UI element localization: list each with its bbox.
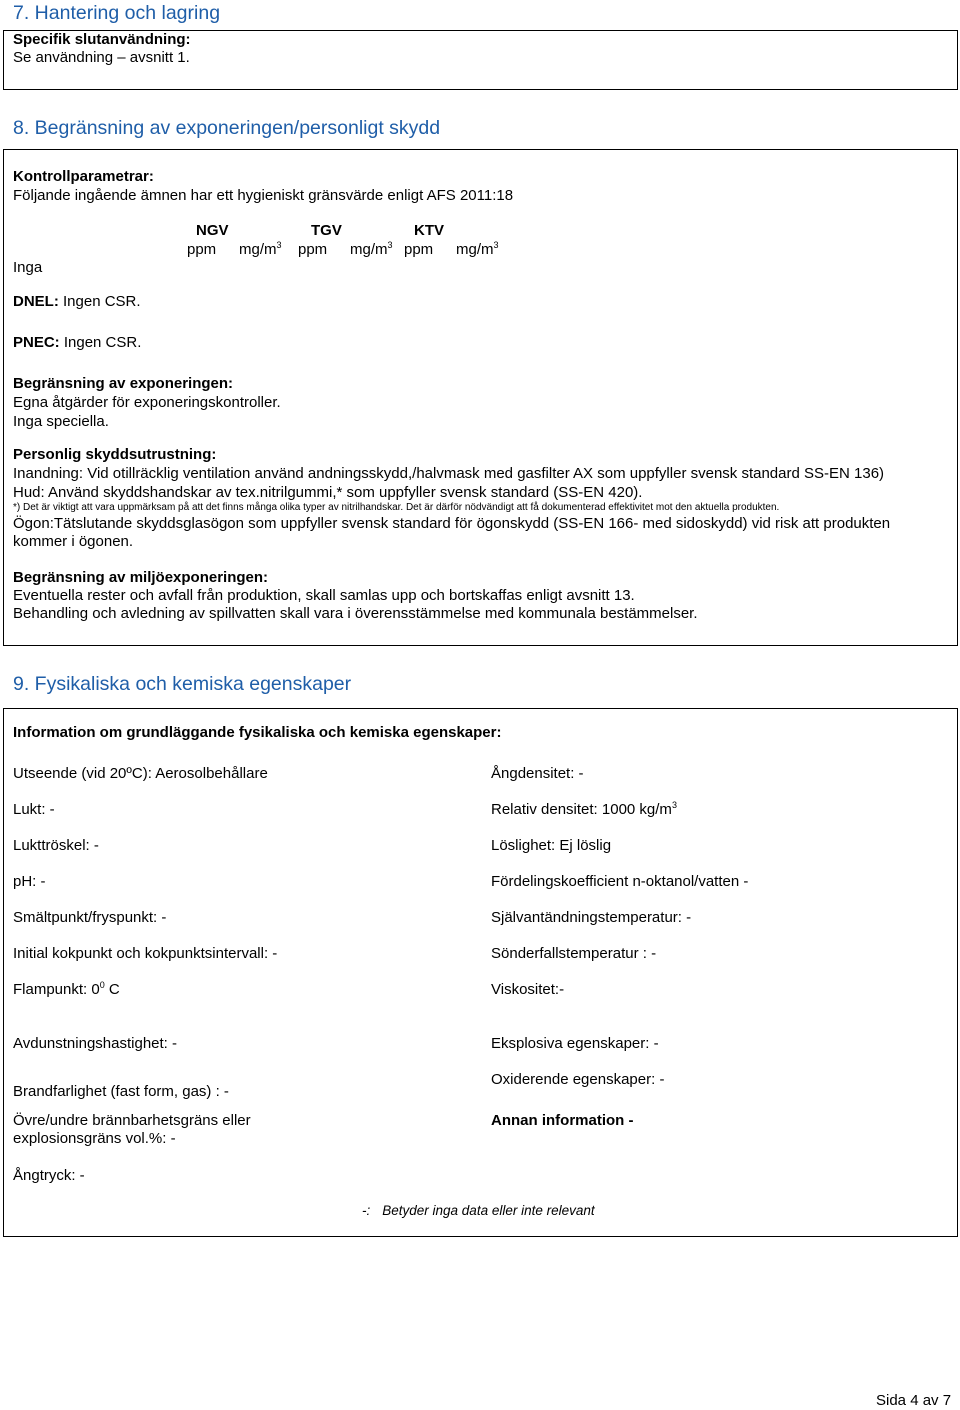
section-7-heading: 7. Hantering och lagring [13,2,221,24]
prop-solubility: Löslighet: Ej löslig [491,837,612,854]
prop-boiling-point: Initial kokpunkt och kokpunktsintervall: - [13,945,278,962]
tgv-header: TGV [311,222,342,239]
ppe-eyes: Ögon:Tätslutande skyddsglasögon som uppfyller svensk standard för ögonskydd (SS-EN 166- med sidoskydd) vid risk att produkten [13,515,891,532]
limits-row-inga: Inga [13,259,43,276]
prop-oxidizing-properties: Oxiderende egenskaper: - [491,1071,665,1088]
prop-explosive-properties: Eksplosiva egenskaper: - [491,1035,659,1052]
legend [362,1202,595,1220]
ktv-header: KTV [414,222,444,239]
control-params-text: Följande ingående ämnen har ett hygieniskt gränsvärde enligt AFS 2011:18 [13,187,514,204]
ngv-mgm: $mg/m^3$ [239,240,282,258]
other-information-label: Annan information - [491,1112,634,1129]
prop-vapour-density: Ångdensitet: - [491,765,584,782]
prop-vapour-pressure: Ångtryck: - [13,1167,85,1184]
env-exposure-label: Begränsning av miljöexponeringen: [13,569,269,586]
ngv-ppm: ppm [187,241,217,258]
ppe-eyes-cont: kommer i ögonen. [13,533,134,550]
exposure-limit-line-2: Inga speciella. [13,413,109,430]
prop-partition-coefficient: Fördelingskoefficient n-oktanol/vatten - [491,873,749,890]
prop-viscosity: Viskositet:- [491,981,565,998]
prop-explosion-limits-2: explosionsgräns vol.%: - [13,1130,176,1147]
ppe-label: Personlig skyddsutrustning: [13,446,217,463]
ppe-glove-note: *) Det är viktigt att vara uppmärksam på att det finns många olika typer av nitrilhandskar. Det är därför nödvändigt att få dokumenterad effektivitet mot den aktuella produkten. [13,502,780,513]
prop-melting-point: Smältpunkt/fryspunkt: - [13,909,167,926]
ppe-skin: Hud: Använd skyddshandskar av tex.nitrilgummi,* som uppfyller svensk standard (SS-EN 420). [13,484,643,501]
exposure-limit-label: Begränsning av exponeringen: [13,375,234,392]
env-exposure-line-1: Eventuella rester och avfall från produktion, skall samlas upp och bortskaffas enligt avsnitt 13. [13,587,635,604]
prop-relative-density: Relativ densitet: 1000 $kg/m^3$ [491,800,677,818]
section-9-box [3,708,958,1237]
tgv-mgm: $mg/m^3$ [350,240,393,258]
ktv-mgm: $mg/m^3$ [456,240,499,258]
pnec-line: PNEC: Ingen CSR. [13,334,142,351]
specific-use-text: Se användning – avsnitt 1. [13,49,190,66]
prop-autoignition-temp: Självantändningstemperatur: - [491,909,692,926]
section-8-heading: 8. Begränsning av exponeringen/personligt skydd [13,117,441,139]
specific-use-label: Specifik slutanvändning: [13,31,191,48]
prop-flash-point: Flampunkt: $0^0$ C [13,980,120,998]
ktv-ppm: ppm [404,241,434,258]
prop-odor-threshold: Lukttröskel: - [13,837,99,854]
dnel-line: DNEL: Ingen CSR. [13,293,141,310]
legend-text: Betyder inga data eller inte relevant [382,1203,595,1218]
tgv-ppm: ppm [298,241,328,258]
exposure-limit-line-1: Egna åtgärder för exponeringskontroller. [13,394,281,411]
legend-key: -: [362,1203,371,1218]
prop-explosion-limits-1: Övre/undre brännbarhetsgräns eller [13,1112,251,1129]
prop-decomposition-temp: Sönderfallstemperatur : - [491,945,657,962]
page-number: Sida 4 av 7 [876,1392,952,1409]
section-9-heading: 9. Fysikaliska och kemiska egenskaper [13,673,352,695]
ngv-header: NGV [196,222,229,239]
prop-evaporation-rate: Avdunstningshastighet: - [13,1035,177,1052]
basic-properties-label: Information om grundläggande fysikaliska och kemiska egenskaper: [13,724,502,741]
control-params-label: Kontrollparametrar: [13,168,154,185]
env-exposure-line-2: Behandling och avledning av spillvatten skall vara i överensstämmelse med kommunala bestämmelser. [13,605,698,622]
prop-ph: pH: - [13,873,46,890]
ppe-respiratory: Inandning: Vid otillräcklig ventilation använd andningsskydd,/halvmask med gasfilter AX som uppfyller svensk standard SS-EN 136) [13,465,885,482]
prop-flammability: Brandfarlighet (fast form, gas) : - [13,1083,229,1100]
prop-appearance: Utseende (vid 20ºC): Aerosolbehållare [13,765,268,782]
prop-odor: Lukt: - [13,801,55,818]
